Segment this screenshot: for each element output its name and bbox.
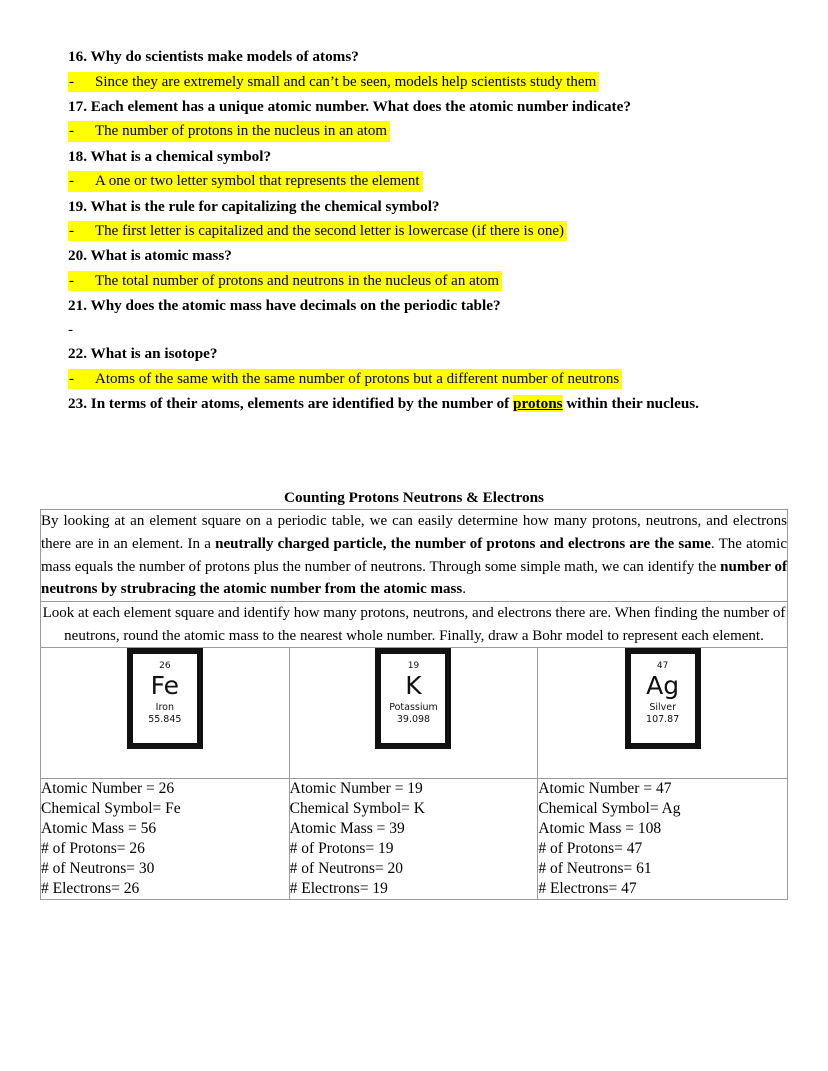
tile-atomic-mass: 55.845 [148, 713, 182, 725]
question-23 [68, 395, 768, 414]
answer-17-text: The number of protons in the nucleus in an atom [95, 123, 388, 140]
answers-cell-iron [41, 779, 290, 900]
question-23-prefix: 23. In terms of their atoms, elements are identified by the number of [68, 394, 514, 412]
tile-element-name: Silver [649, 701, 676, 713]
bullet-dash: - [68, 321, 73, 338]
bullet-dash: - [69, 123, 74, 140]
element-tile-silver [625, 648, 701, 749]
tile-symbol: Ag [646, 671, 680, 701]
answer-chemical-symbol: Chemical Symbol= K [289, 800, 425, 818]
element-tiles-row [41, 648, 788, 779]
answer-protons: # of Protons= 47 [538, 840, 643, 858]
answer-chemical-symbol: Chemical Symbol= Ag [538, 800, 681, 818]
info-row [41, 510, 788, 602]
answers-cell-potassium [289, 779, 538, 900]
tile-atomic-mass: 39.098 [396, 713, 431, 725]
info-part-1: By looking at an element square on a periodic table, we can easily determine how many protons, neutrons, and electrons there are in an element. In a [41, 513, 787, 552]
answer-chemical-symbol: Chemical Symbol= Fe [41, 800, 181, 818]
answer-17 [68, 121, 768, 141]
question-22: 22. What is an isotope? [68, 345, 218, 363]
info-bold-2: number of neutrons by strubracing the atomic number from the atomic mass [41, 558, 788, 598]
answer-18-text: A one or two letter symbol that represents the element [95, 173, 420, 190]
element-tile-iron [127, 648, 203, 749]
answer-21 [68, 321, 768, 339]
info-part-3: . [462, 581, 466, 598]
tile-symbol: Fe [150, 671, 180, 701]
element-answers-row [41, 779, 788, 900]
answer-atomic-number: Atomic Number = 47 [538, 780, 672, 798]
answer-22-text: Atoms of the same with the same number of protons but a different number of neutrons [95, 370, 620, 387]
question-21: 21. Why does the atomic mass have decimals on the periodic table? [68, 297, 501, 315]
answer-atomic-mass: Atomic Mass = 39 [289, 820, 405, 838]
answer-atomic-mass: Atomic Mass = 56 [41, 820, 157, 838]
question-19: 19. What is the rule for capitalizing the chemical symbol? [68, 197, 440, 215]
answer-neutrons: # of Neutrons= 61 [538, 860, 652, 878]
question-16: 16. Why do scientists make models of atoms? [68, 48, 359, 65]
answer-electrons: # Electrons= 19 [289, 880, 388, 898]
answer-protons: # of Protons= 26 [41, 840, 145, 858]
element-worksheet-table [40, 509, 788, 900]
answer-20 [68, 271, 768, 291]
question-17: 17. Each element has a unique atomic number. What does the atomic number indicate? [68, 97, 631, 115]
section-heading: Counting Protons Neutrons & Electrons [284, 489, 544, 506]
bullet-dash: - [69, 272, 74, 289]
answer-19 [68, 221, 768, 241]
info-box [41, 510, 788, 602]
question-answer-list [68, 48, 768, 418]
answer-atomic-mass: Atomic Mass = 108 [538, 820, 662, 838]
info-part-2: . The atomic mass equals the number of protons plus the number of neutrons. Through some simple math, we can identify the [41, 535, 787, 575]
bullet-dash: - [69, 223, 74, 240]
answer-20-text: The total number of protons and neutrons in the nucleus of an atom [95, 272, 500, 289]
element-tile-cell-potassium [289, 648, 538, 779]
answer-18 [68, 171, 768, 191]
answer-electrons: # Electrons= 47 [538, 880, 637, 898]
bullet-dash: - [69, 173, 74, 190]
answer-electrons: # Electrons= 26 [41, 880, 140, 898]
answer-atomic-number: Atomic Number = 19 [289, 780, 423, 798]
element-tile-cell-silver [538, 648, 788, 779]
tile-element-name: Iron [155, 701, 174, 713]
question-23-answer: protons [513, 394, 563, 412]
answer-neutrons: # of Neutrons= 20 [289, 860, 404, 878]
answer-16-text: Since they are extremely small and can’t be seen, models help scientists study them [95, 73, 597, 90]
tile-atomic-number: 26 [159, 661, 171, 672]
answer-atomic-number: Atomic Number = 26 [41, 780, 175, 798]
question-20: 20. What is atomic mass? [68, 247, 232, 265]
element-tile-cell-iron [41, 648, 290, 779]
answer-22 [68, 369, 768, 389]
answer-protons: # of Protons= 19 [289, 840, 394, 858]
bullet-dash: - [69, 370, 74, 387]
answers-cell-silver [538, 779, 788, 900]
bullet-dash: - [69, 73, 74, 90]
element-tile-potassium [375, 648, 451, 749]
tile-atomic-number: 47 [656, 661, 669, 672]
question-18: 18. What is a chemical symbol? [68, 147, 272, 165]
instruction-box: Look at each element square and identify how many protons, neutrons, and electrons there are. When finding the number of neutrons, round the atomic mass to the nearest whole number. Finally, draw a Bohr model to represent each element. [41, 602, 788, 648]
tile-element-name: Potassium [389, 701, 438, 713]
tile-atomic-mass: 107.87 [646, 713, 680, 725]
tile-symbol: K [405, 671, 422, 701]
tile-atomic-number: 19 [407, 661, 420, 672]
info-bold-1: neutrally charged particle, the number of protons and electrons are the same [215, 535, 711, 552]
answer-19-text: The first letter is capitalized and the second letter is lowercase (if there is one) [95, 223, 564, 240]
answer-16 [68, 72, 768, 92]
answer-neutrons: # of Neutrons= 30 [41, 860, 155, 878]
question-23-suffix: within their nucleus. [562, 394, 699, 412]
instruction-row [41, 602, 788, 648]
